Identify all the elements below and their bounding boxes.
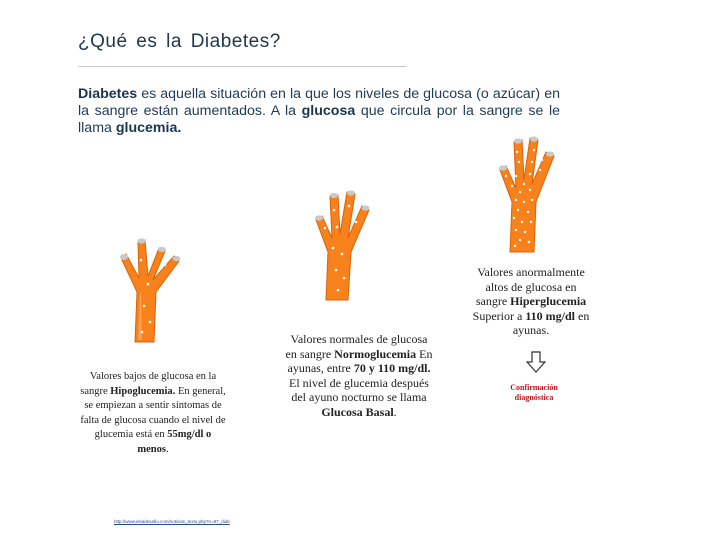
term-glucosa-basal: Glucosa Basal xyxy=(321,404,394,419)
confirmacion-diagnostica: Confirmación diagnóstica xyxy=(510,383,558,402)
term-hiperglucemia: Hiperglucemia xyxy=(510,294,587,309)
intro-text-1: es aquella situación en la que los niveles de glucosa (o azúcar) en la sangre están aumentados. A la xyxy=(78,86,560,119)
caption-normal-text-1: Valores normales de glucosa en sangre xyxy=(285,332,428,361)
term-diabetes: Diabetes xyxy=(78,86,138,102)
down-arrow-outline-icon xyxy=(526,351,546,373)
term-normoglucemia: Normoglucemia xyxy=(334,346,417,361)
title-divider xyxy=(78,66,406,67)
caption-hypoglycemia xyxy=(78,370,228,458)
blood-vessel-high-glucose xyxy=(494,130,564,255)
caption-high-text-3: en ayunas. xyxy=(512,308,590,338)
caption-normoglycemia xyxy=(284,332,434,420)
caption-normal-text-3: El nivel de glucemia después del ayuno nocturno se llama xyxy=(289,375,429,405)
value-110-mgdl: 110 mg/dl xyxy=(525,308,575,323)
caption-hyperglycemia xyxy=(470,265,592,338)
blood-vessel-low-glucose xyxy=(108,220,198,345)
caption-high-text-1: Valores anormalmente altos de glucosa en sangre xyxy=(475,265,585,309)
page-title: ¿Qué es la Diabetes? xyxy=(78,31,281,52)
caption-low-text-2: En general, se empiezan a sentir síntomas de falta de glucosa cuando el nivel de glucemia está en xyxy=(80,385,226,441)
term-hipoglucemia: Hipoglucemia. xyxy=(110,385,176,397)
term-glucemia: glucemia. xyxy=(115,120,182,136)
caption-high-text-2: Superior a xyxy=(472,308,526,323)
term-glucosa: glucosa xyxy=(301,103,356,119)
value-55mgdl: 55mg/dl o menos xyxy=(137,429,212,455)
blood-vessel-normal-glucose xyxy=(304,182,384,302)
caption-low-text-3: . xyxy=(165,443,169,455)
caption-normal-text-2: En ayunas, entre xyxy=(287,346,433,376)
intro-text-2: que circula por la sangre se le llama xyxy=(78,103,561,136)
intro-paragraph xyxy=(78,86,560,137)
caption-normal-text-4: . xyxy=(393,404,397,419)
source-url-link[interactable]: http://www.elsadesafio.com/noticias_texto.php?n=87_diab xyxy=(114,519,230,524)
caption-low-text-1: Valores bajos de glucosa en la sangre xyxy=(80,371,217,397)
value-70-110-mgdl: 70 y 110 mg/dl. xyxy=(353,361,431,376)
